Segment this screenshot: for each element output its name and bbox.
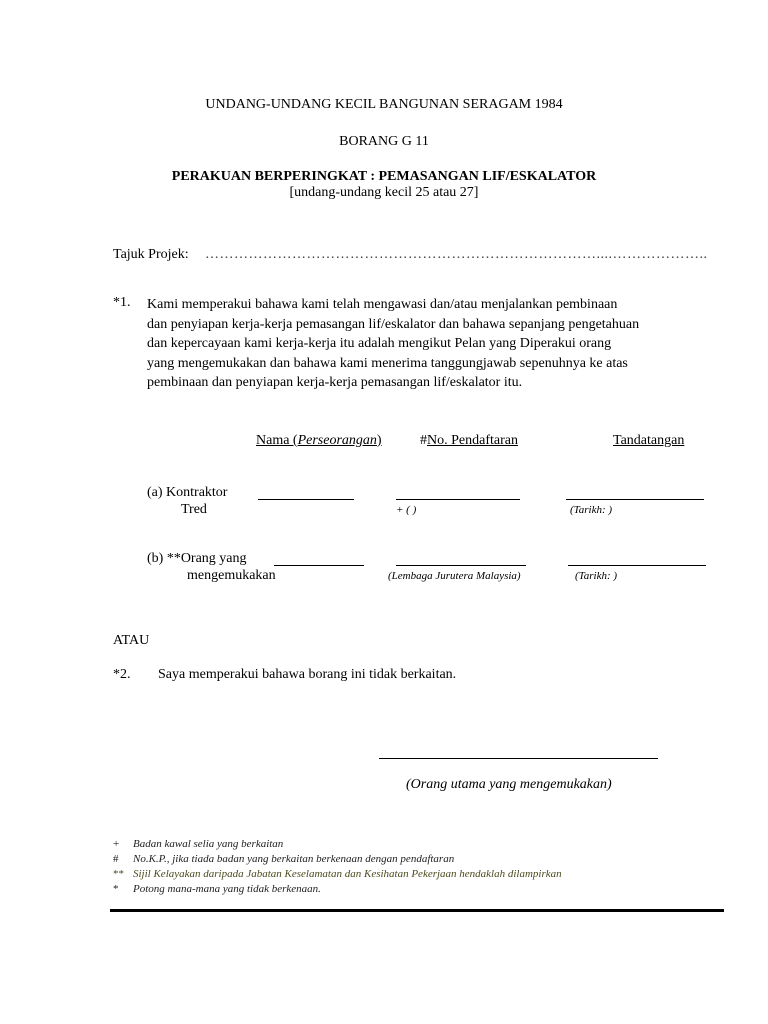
project-title-dots: ………………………………………………………………………....……………….. (205, 247, 708, 262)
footnote-item: * Potong mana-mana yang tidak berkenaan. (113, 883, 321, 895)
row-a-label-line2: Tred (181, 502, 207, 517)
bottom-rule (110, 909, 724, 912)
section-1-marker: *1. (113, 295, 131, 310)
row-a-registration-note: + ( ) (396, 504, 417, 516)
column-name-header: Nama (Perseorangan) (256, 433, 382, 448)
section-1-line: yang mengemukakan dan bahawa kami menerima tanggungjawab sepenuhnya ke atas (147, 355, 628, 371)
footnote-item: ** Sijil Kelayakan daripada Jabatan Keselamatan dan Kesihatan Pekerjaan hendaklah dilampirkan (113, 868, 562, 880)
row-b-label: (b) **Orang yang (147, 551, 247, 566)
principal-signature-field[interactable] (379, 758, 658, 759)
row-b-label-line2: mengemukakan (187, 568, 276, 583)
principal-caption: (Orang utama yang mengemukakan) (406, 777, 612, 792)
row-b-name-field[interactable] (274, 565, 364, 566)
row-a-registration-field[interactable] (396, 499, 520, 500)
or-label: ATAU (113, 633, 150, 648)
form-title: PERAKUAN BERPERINGKAT : PEMASANGAN LIF/ESKALATOR (171, 169, 597, 184)
section-1-line: pembinaan dan penyiapan kerja-kerja pemasangan lif/eskalator itu. (147, 375, 523, 390)
form-number: BORANG G 11 (339, 134, 429, 149)
project-title-label: Tajuk Projek: (113, 247, 189, 262)
section-2-marker: *2. (113, 667, 131, 682)
column-signature-header: Tandatangan (613, 433, 685, 448)
row-b-registration-field[interactable] (396, 565, 526, 566)
section-1-line: dan kepercayaan kami kerja-kerja itu adalah mengikut Pelan yang Diperakui orang (147, 336, 612, 351)
row-a-date-note: (Tarikh: ) (570, 504, 613, 516)
row-a-name-field[interactable] (258, 499, 354, 500)
row-b-date-note: (Tarikh: ) (575, 570, 618, 582)
section-1-line: dan penyiapan kerja-kerja pemasangan lif/eskalator dan bahawa sepanjang pengetahuan (147, 316, 640, 332)
row-b-signature-field[interactable] (568, 565, 706, 566)
row-b-registration-note: (Lembaga Jurutera Malaysia) (388, 570, 521, 582)
row-a-signature-field[interactable] (566, 499, 704, 500)
row-a-label: (a) Kontraktor (147, 485, 228, 500)
bylaw-reference: [undang-undang kecil 25 atau 27] (289, 185, 479, 200)
column-registration-header: #No. Pendaftaran (420, 433, 518, 448)
section-2-text: Saya memperakui bahawa borang ini tidak berkaitan. (158, 667, 457, 682)
act-title: UNDANG-UNDANG KECIL BANGUNAN SERAGAM 1984 (205, 97, 563, 112)
section-1-line: Kami memperakui bahawa kami telah mengawasi dan/atau menjalankan pembinaan (147, 297, 618, 312)
footnote-item: + Badan kawal selia yang berkaitan (113, 838, 284, 850)
footnote-item: # No.K.P., jika tiada badan yang berkaitan berkenaan dengan pendaftaran (113, 853, 455, 865)
